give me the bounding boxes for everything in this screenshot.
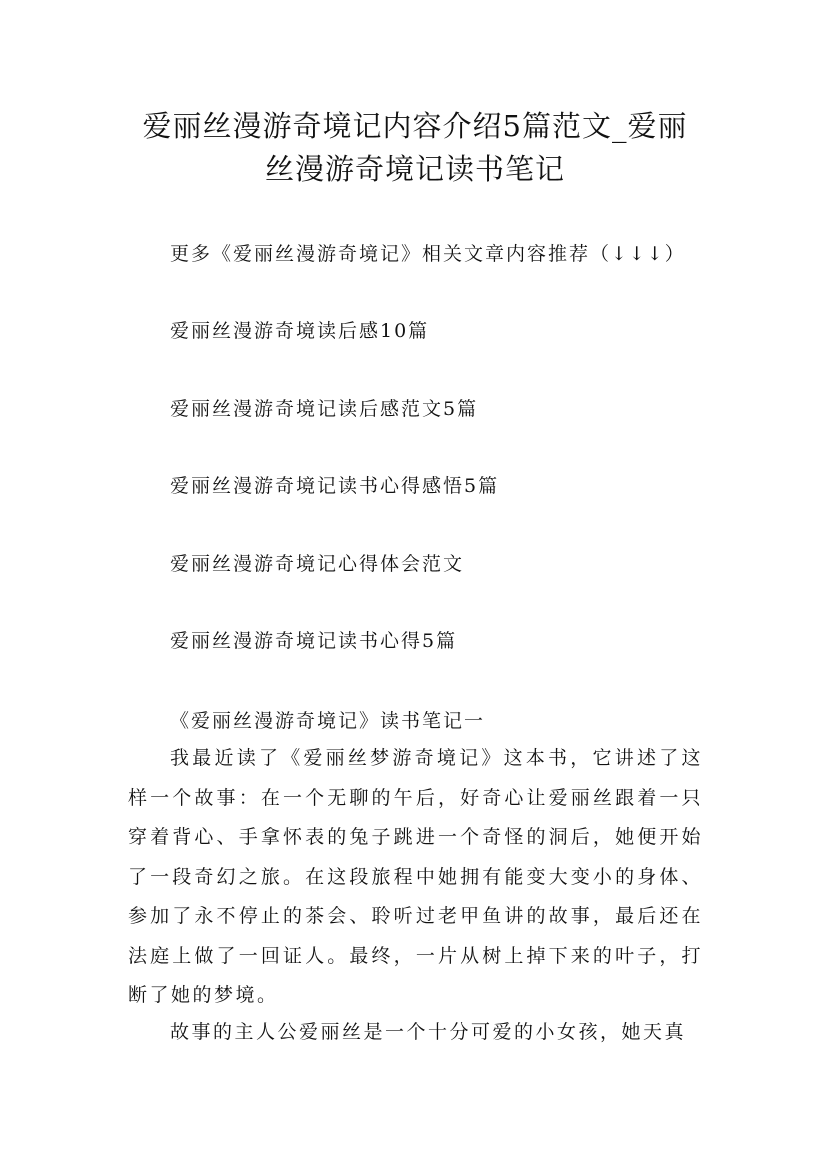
related-link-3[interactable]: 爱丽丝漫游奇境记读书心得感悟5篇 xyxy=(170,475,500,497)
related-intro: 更多《爱丽丝漫游奇境记》相关文章内容推荐（↓↓↓） xyxy=(170,243,686,265)
related-link-4[interactable]: 爱丽丝漫游奇境记心得体会范文 xyxy=(170,553,465,575)
document-title-line-1: 爱丽丝漫游奇境记内容介绍5篇范文_爱丽 xyxy=(142,109,688,143)
document-title-line-2: 丝漫游奇境记读书笔记 xyxy=(264,152,565,186)
related-link-2[interactable]: 爱丽丝漫游奇境记读后感范文5篇 xyxy=(170,398,479,420)
section-heading: 《爱丽丝漫游奇境记》读书笔记一 xyxy=(170,710,486,732)
related-link-5[interactable]: 爱丽丝漫游奇境记读书心得5篇 xyxy=(170,630,458,652)
related-link-1[interactable]: 爱丽丝漫游奇境读后感10篇 xyxy=(170,320,430,342)
paragraph-2: 故事的主人公爱丽丝是一个十分可爱的小女孩，她天真 xyxy=(170,1021,687,1043)
paragraph-1: 我最近读了《爱丽丝梦游奇境记》这本书，它讲述了这样一个故事：在一个无聊的午后，好奇心让爱丽丝跟着一只穿着背心、手拿怀表的兔子跳进一个奇怪的洞后，她便开始了一段奇幻之旅。在这段旅程中她拥有能变大变小的身体、参加了永不停止的茶会、聆听过老甲鱼讲的故事，最后还在法庭上做了一回证人。最终，一片从树上掉下来的叶子，打断了她的梦境。 xyxy=(128,747,703,1006)
